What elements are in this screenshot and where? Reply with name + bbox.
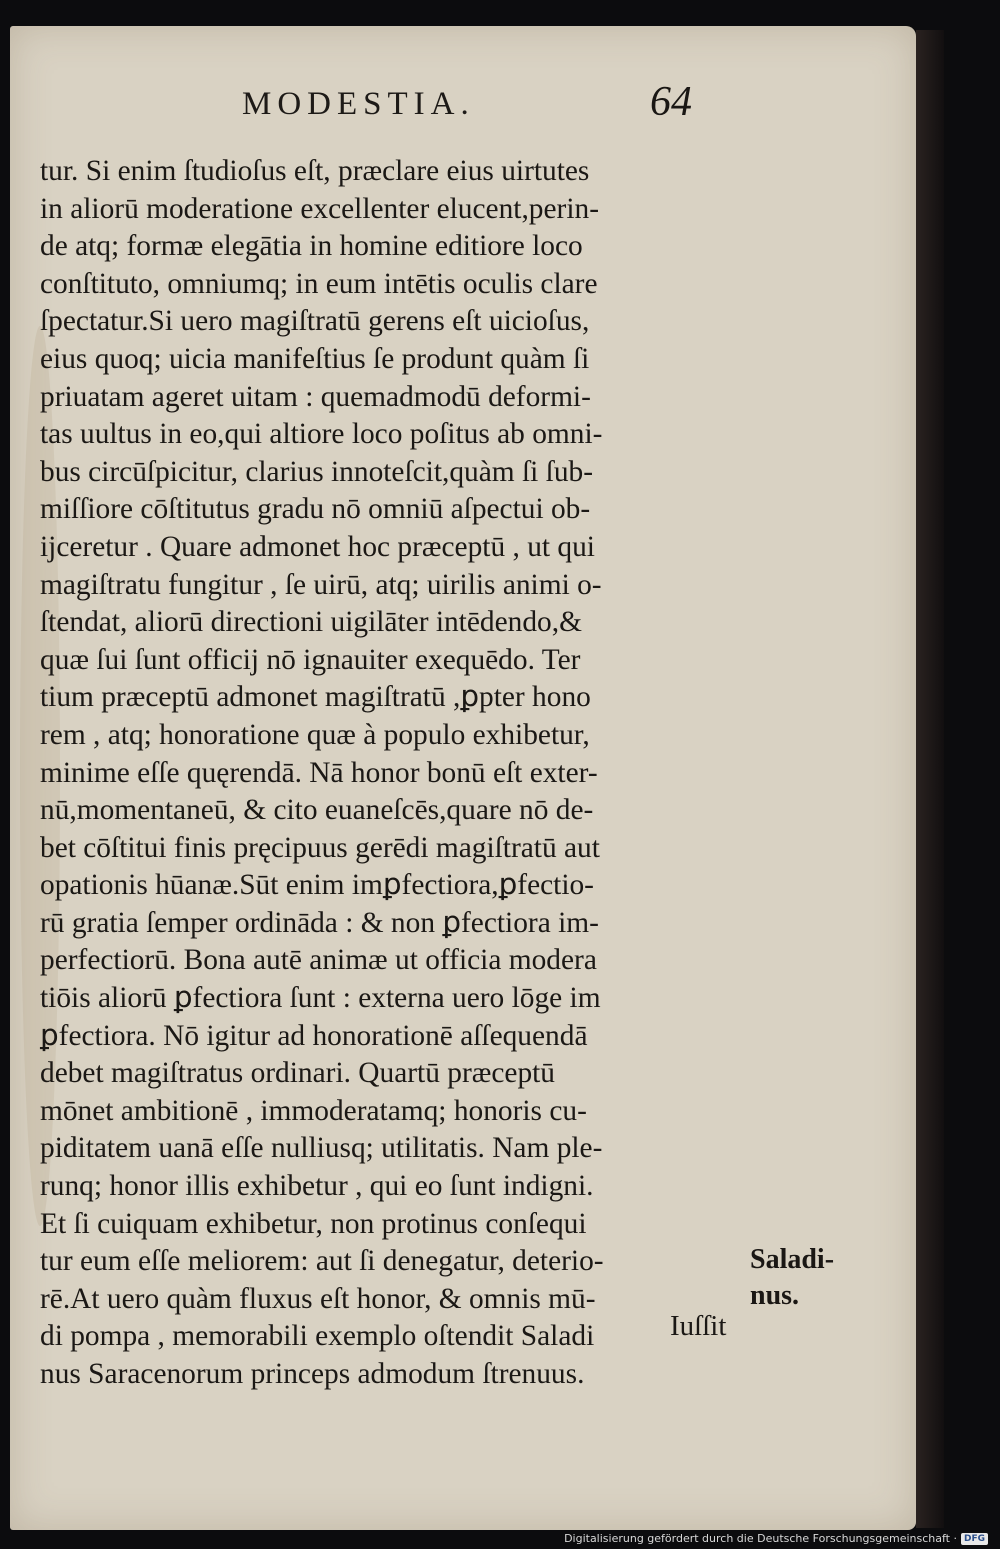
- digitization-footer: [564, 1532, 988, 1545]
- text-line: Et ſi cuiquam exhibetur, non protinus conſequi: [40, 1207, 587, 1240]
- text-line: ſpectatur.Si uero magiſtratū gerens eſt uicioſus,: [40, 305, 590, 338]
- text-line: in aliorū moderatione excellenter elucent,perin-: [40, 192, 599, 225]
- text-line: tium præceptū admonet magiſtratū ,ꝑpter hono: [40, 681, 591, 714]
- text-line: ſtendat, aliorū directioni uigilāter intēdendo,&: [40, 606, 582, 639]
- text-line: runq; honor illis exhibetur , qui eo ſunt indigni.: [40, 1170, 594, 1203]
- text-line: nus Saracenorum princeps admodum ſtrenuus.: [40, 1358, 585, 1390]
- dfg-logo-icon: DFG: [961, 1533, 988, 1545]
- text-line: di pompa , memorabili exemplo oſtendit Saladi: [40, 1320, 595, 1353]
- running-head: MODESTIA.: [242, 86, 475, 122]
- text-line: piditatem uanā eſſe nulliusq; utilitatis. Nam ple-: [40, 1132, 603, 1165]
- body-text: [40, 153, 760, 1394]
- text-line: conſtituto, omniumq; in eum intētis oculis clare: [40, 267, 598, 300]
- text-line: de atq; formæ elegātia in homine editiore loco: [40, 230, 583, 263]
- text-line: perfectiorū. Bona autē animæ ut officia modera: [40, 944, 597, 977]
- text-line: miſſiore cōſtitutus gradu nō omniū aſpectui ob-: [40, 493, 591, 526]
- catchword: Iuſſit: [670, 1310, 727, 1342]
- text-line: rem , atq; honoratione quæ à populo exhibetur,: [40, 718, 590, 751]
- book-page: [10, 26, 916, 1530]
- text-line: tur eum eſſe meliorem: aut ſi denegatur, deterio-: [40, 1245, 604, 1278]
- text-line: debet magiſtratus ordinari. Quartū præceptū: [40, 1057, 555, 1090]
- text-line: opationis hūanæ.Sūt enim imꝑfectiora,ꝑfectio-: [40, 869, 594, 902]
- text-line: minime eſſe quęrendā. Nā honor bonū eſt exter-: [40, 756, 598, 789]
- text-line: bus circūſpicitur, clarius innoteſcit,quàm ſi ſub-: [40, 455, 594, 488]
- marginal-note-line: Saladi-: [750, 1244, 835, 1275]
- page-fore-edge: [916, 30, 944, 1528]
- text-line: ꝑfectiora. Nō igitur ad honorationē aſſequendā: [40, 1019, 588, 1052]
- text-line: quæ ſui ſunt officij nō ignauiter exequēdo. Ter: [40, 643, 581, 676]
- marginal-note: [750, 1242, 834, 1314]
- text-line: tas uultus in eo,qui altiore loco poſitus ab omni-: [40, 418, 603, 451]
- text-line: tur. Si enim ſtudioſus eſt, præclare eius uirtutes: [40, 155, 590, 187]
- footer-credit: Digitalisierung gefördert durch die Deutsche Forschungsgemeinschaft ·: [564, 1532, 957, 1545]
- text-line: priuatam ageret uitam : quemadmodū deformi-: [40, 380, 591, 413]
- text-line: rē.At uero quàm fluxus eſt honor, & omnis mū-: [40, 1282, 596, 1315]
- text-line: mōnet ambitionē , immoderatamq; honoris cu-: [40, 1094, 587, 1127]
- text-line: ijceretur . Quare admonet hoc præceptū , ut qui: [40, 530, 595, 563]
- text-line: magiſtratu fungitur , ſe uirū, atq; uirilis animi o-: [40, 568, 602, 601]
- marginal-note-line: nus.: [750, 1280, 800, 1311]
- text-line: tiōis aliorū ꝑfectiora ſunt : externa uero lōge im: [40, 982, 601, 1015]
- folio-number: 64: [650, 79, 692, 125]
- text-line: bet cōſtitui finis pręcipuus gerēdi magiſtratū aut: [40, 831, 600, 864]
- text-line: eius quoq; uicia manifeſtius ſe produnt quàm ſi: [40, 342, 590, 375]
- text-line: nū,momentaneū, & cito euaneſcēs,quare nō de-: [40, 794, 594, 827]
- text-line: rū gratia ſemper ordināda : & non ꝑfectiora im-: [40, 906, 599, 939]
